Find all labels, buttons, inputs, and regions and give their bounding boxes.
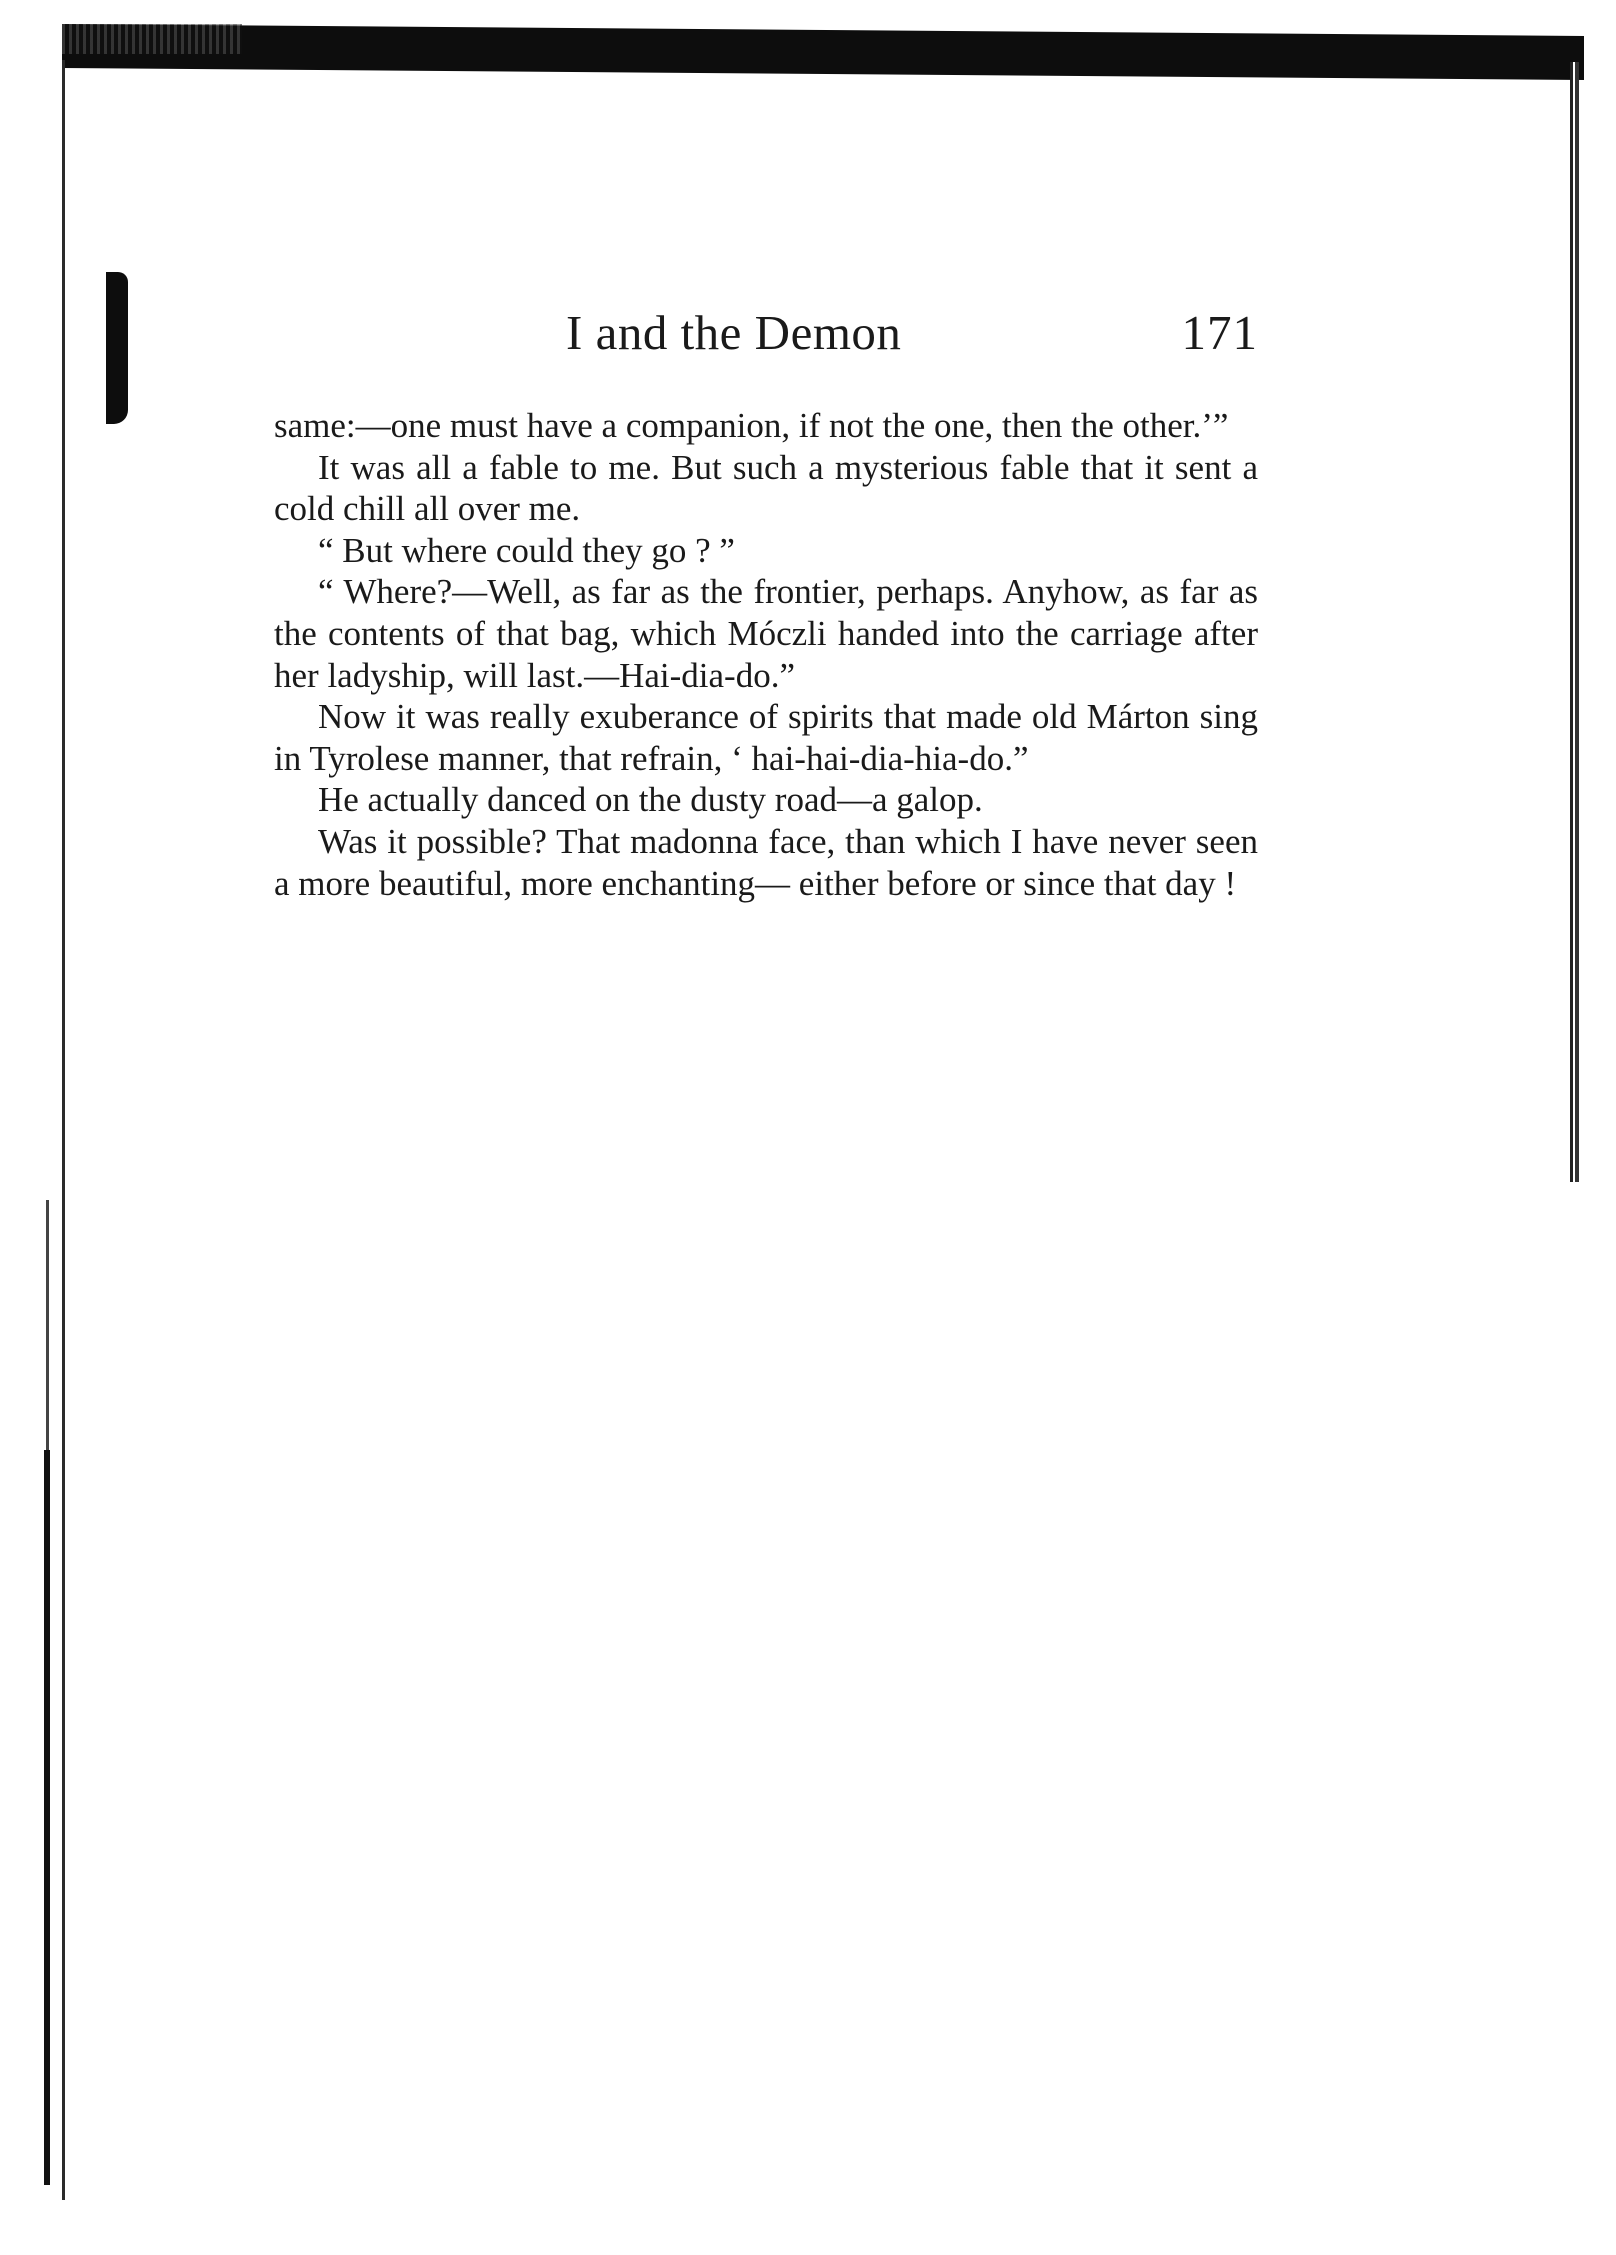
scan-left-border-shadow (46, 1200, 49, 1460)
body-text (274, 405, 1258, 904)
scan-top-border-grain (62, 24, 242, 54)
scan-left-border (62, 60, 65, 2200)
paragraph-6: He actually danced on the dusty road—a galop. (318, 780, 983, 820)
page-header (272, 298, 1258, 368)
paragraph-4: “ Where?—Well, as far as the frontier, perhaps. Anyhow, as far as the contents of that bag, which Móczli handed into the carriage after her ladyship, will last.—Hai-dia-do.” (274, 572, 1258, 695)
scan-top-border (62, 24, 1584, 80)
scan-right-border (1570, 62, 1579, 1182)
scan-left-tab-mark (106, 272, 128, 424)
paragraph-1: same:—one must have a companion, if not the one, then the other.’” (274, 406, 1229, 445)
paragraph-7: Was it possible? That madonna face, than which I have never seen a more beautiful, more enchanting— either before or since that day ! (274, 821, 1258, 903)
paragraph-3: “ But where could they go ? ” (318, 530, 735, 570)
paragraph-5: Now it was really exuberance of spirits that made old Márton sing in Tyrolese manner, that refrain, ‘ hai-hai-dia-hia-do.” (274, 697, 1258, 778)
scan-left-border-dark (44, 1450, 50, 2185)
paragraph-2: It was all a fable to me. But such a mysterious fable that it sent a cold chill all over me. (274, 447, 1258, 529)
running-title: I and the Demon (566, 305, 902, 360)
page-number: 171 (1181, 305, 1258, 360)
